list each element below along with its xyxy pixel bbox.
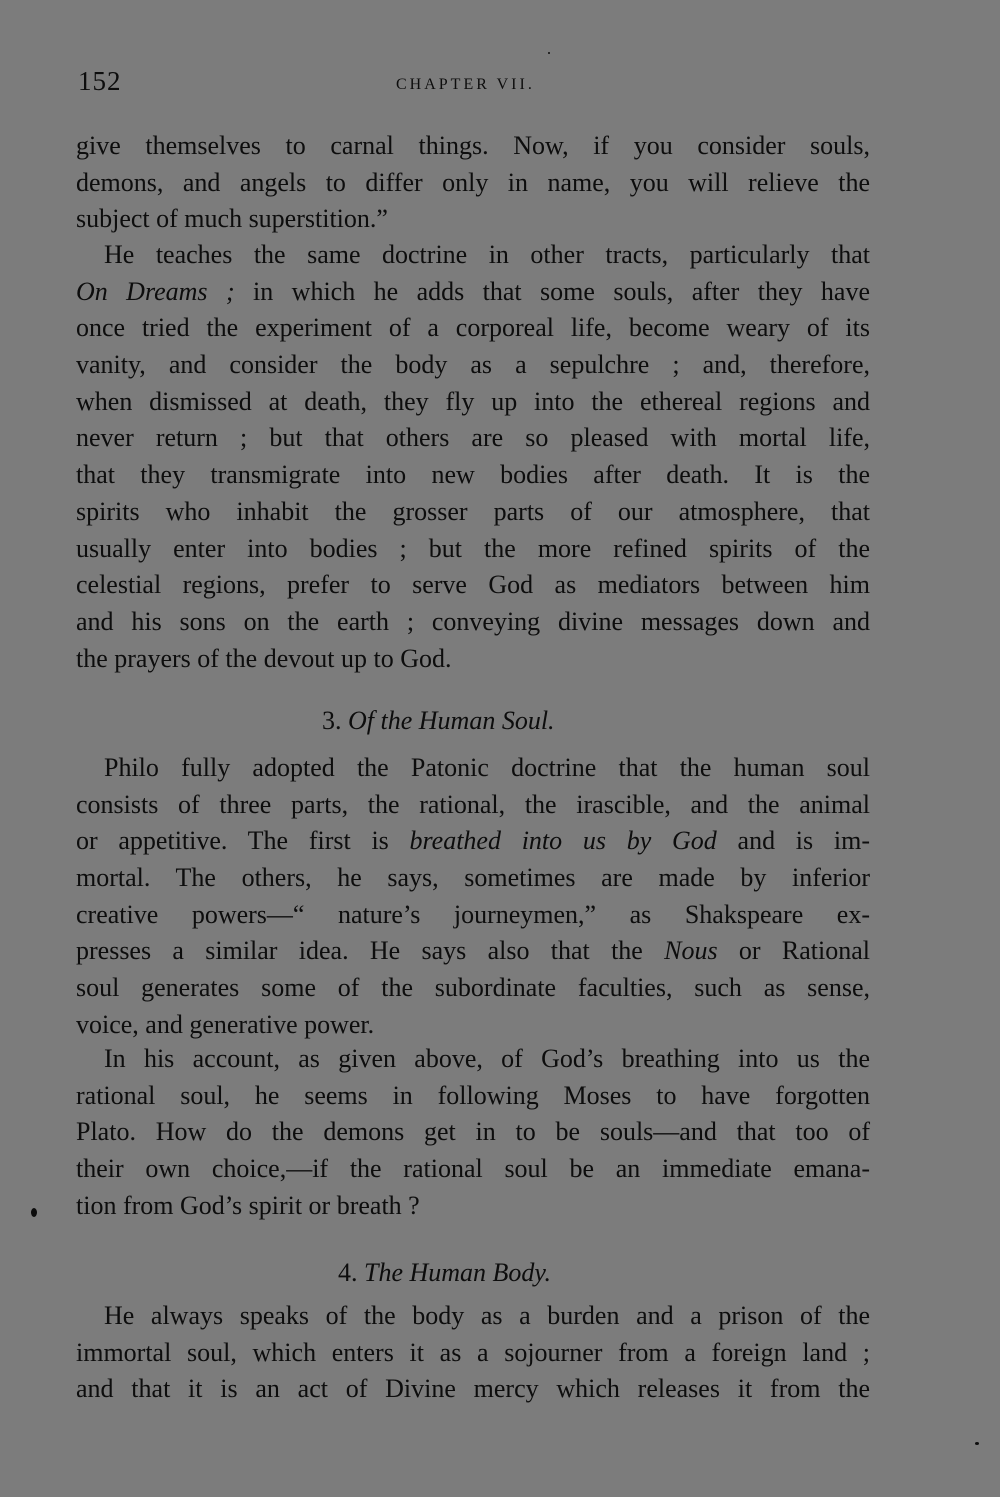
running-head: CHAPTER VII. bbox=[396, 76, 535, 93]
text-line: He teaches the same doctrine in other tracts, particularly that bbox=[104, 240, 870, 269]
paragraph-on-dreams bbox=[76, 237, 870, 677]
section-number: 4. bbox=[338, 1258, 358, 1287]
paragraph-human-soul bbox=[76, 750, 870, 1044]
section-title: Of the Human Soul. bbox=[348, 706, 555, 735]
text-line bbox=[76, 274, 870, 311]
text-fragment: presses a similar idea. He says also that the bbox=[76, 936, 665, 966]
text-line: creative powers—“ nature’s journeymen,” as Shakspeare ex- bbox=[76, 899, 870, 929]
text-line: and that it is an act of Divine mercy which releases it from the bbox=[76, 1374, 870, 1404]
ink-speck bbox=[31, 1208, 37, 1217]
text-line: celestial regions, prefer to serve God as mediators between him bbox=[76, 570, 870, 600]
section-title: The Human Body. bbox=[364, 1258, 552, 1287]
text-line: give themselves to carnal things. Now, if you consider souls, bbox=[76, 131, 870, 160]
text-line: rational soul, he seems in following Moses to have forgotten bbox=[76, 1080, 870, 1110]
text-line: immortal soul, which enters it as a sojourner from a foreign land ; bbox=[76, 1337, 870, 1367]
text-line: demons, and angels to differ only in name, you will relieve the bbox=[76, 167, 870, 197]
text-line: their own choice,—if the rational soul be an immediate emana- bbox=[76, 1154, 870, 1184]
paragraph-account bbox=[76, 1041, 870, 1224]
text-line: consists of three parts, the rational, the irascible, and the animal bbox=[76, 789, 870, 819]
text-line: In his account, as given above, of God’s breathing into us the bbox=[104, 1044, 870, 1073]
text-line: once tried the experiment of a corporeal life, become weary of its bbox=[76, 313, 870, 343]
text-line: vanity, and consider the body as a sepulchre ; and, therefore, bbox=[76, 350, 870, 380]
section-heading bbox=[0, 706, 1000, 736]
text-line: spirits who inhabit the grosser parts of our atmosphere, that bbox=[76, 496, 870, 526]
section-heading bbox=[0, 1258, 1000, 1288]
text-line: Plato. How do the demons get in to be souls—and that too of bbox=[76, 1117, 870, 1147]
text-line: subject of much superstition.” bbox=[76, 204, 388, 234]
page-header bbox=[78, 66, 870, 106]
text-line: the prayers of the devout up to God. bbox=[76, 643, 452, 673]
text-line: that they transmigrate into new bodies after death. It is the bbox=[76, 460, 870, 490]
ink-speck bbox=[548, 52, 550, 54]
text-line: when dismissed at death, they fly up into the ethereal regions and bbox=[76, 386, 870, 416]
paragraph-continuation bbox=[76, 128, 870, 238]
text-line: usually enter into bodies ; but the more refined spirits of the bbox=[76, 533, 870, 563]
section-number: 3. bbox=[322, 706, 342, 735]
text-line: Philo fully adopted the Patonic doctrine that the human soul bbox=[104, 753, 870, 782]
text-fragment: in which he adds that some souls, after they have bbox=[234, 276, 870, 306]
text-line: never return ; but that others are so pleased with mortal life, bbox=[76, 423, 870, 453]
text-line: mortal. The others, he says, sometimes are made by inferior bbox=[76, 863, 870, 893]
text-fragment: and is im- bbox=[716, 826, 870, 856]
text-fragment: or Rational bbox=[717, 936, 870, 966]
text-line: He always speaks of the body as a burden and a prison of the bbox=[104, 1301, 870, 1330]
text-line: and his sons on the earth ; conveying divine messages down and bbox=[76, 606, 870, 636]
italic-phrase: breathed into us by God bbox=[409, 826, 717, 856]
ink-speck bbox=[975, 1442, 979, 1445]
text-line: soul generates some of the subordinate faculties, such as sense, bbox=[76, 973, 870, 1003]
text-line bbox=[76, 933, 870, 970]
text-fragment: or appetitive. The first is bbox=[76, 826, 410, 856]
text-line bbox=[76, 823, 870, 860]
page-number: 152 bbox=[78, 66, 122, 96]
text-line: voice, and generative power. bbox=[76, 1009, 375, 1039]
text-line: tion from God’s spirit or breath ? bbox=[76, 1190, 420, 1220]
italic-title: On Dreams ; bbox=[76, 276, 235, 306]
italic-term: Nous bbox=[664, 936, 718, 966]
paragraph-human-body bbox=[76, 1298, 870, 1408]
